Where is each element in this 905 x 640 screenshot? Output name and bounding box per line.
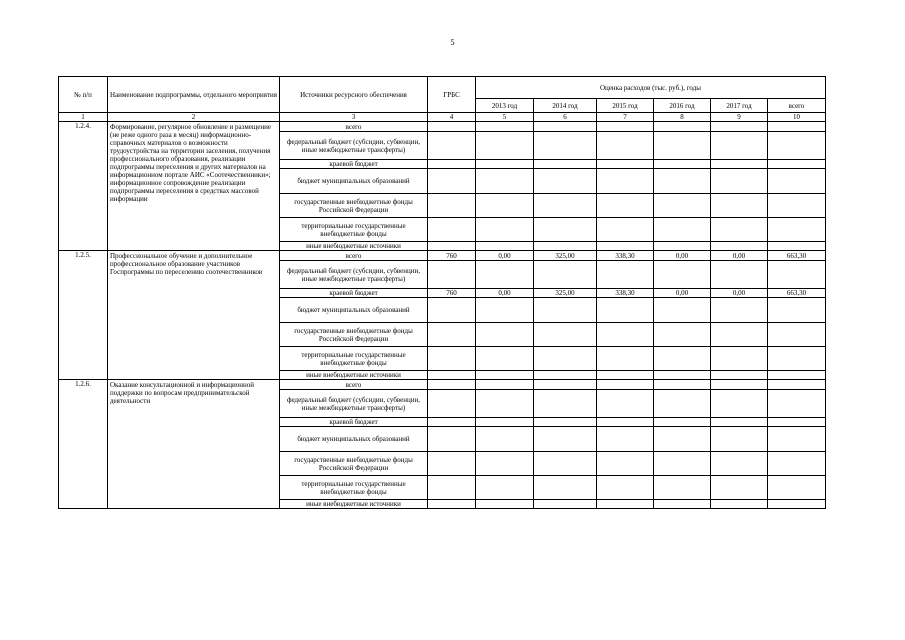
total-value: [768, 452, 826, 476]
table-row: [59, 380, 826, 390]
year-value: [597, 380, 654, 390]
year-value: 325,00: [534, 289, 597, 298]
header-row-1: [59, 77, 826, 99]
year-value: [534, 371, 597, 380]
year-value: [597, 194, 654, 218]
year-value: [597, 122, 654, 132]
grbs-code: [428, 476, 476, 500]
column-number: 9: [711, 113, 768, 122]
total-value: [768, 261, 826, 289]
grbs-code: [428, 323, 476, 347]
year-value: [654, 132, 711, 160]
funding-source: всего: [280, 122, 428, 132]
year-value: [654, 347, 711, 371]
year-value: [654, 160, 711, 169]
column-number-row: [59, 113, 826, 122]
column-number: 7: [597, 113, 654, 122]
year-value: [597, 476, 654, 500]
year-value: [476, 323, 534, 347]
header-total: всего: [768, 99, 826, 113]
table-row: [59, 122, 826, 132]
table-body: [59, 122, 826, 509]
year-value: [476, 427, 534, 452]
year-value: [597, 242, 654, 251]
year-value: [711, 194, 768, 218]
column-number: 8: [654, 113, 711, 122]
year-value: [711, 132, 768, 160]
year-value: [476, 122, 534, 132]
funding-source: государственные внебюджетные фонды Российской Федерации: [280, 323, 428, 347]
year-value: [534, 418, 597, 427]
grbs-code: [428, 500, 476, 509]
year-value: 338,30: [597, 289, 654, 298]
grbs-code: 760: [428, 289, 476, 298]
total-value: [768, 194, 826, 218]
funding-source: государственные внебюджетные фонды Российской Федерации: [280, 194, 428, 218]
year-value: [711, 390, 768, 418]
item-title: Оказание консультационной и информационной поддержки по вопросам предпринимательской деятельности: [108, 380, 280, 509]
total-value: [768, 122, 826, 132]
year-value: [597, 298, 654, 323]
grbs-code: [428, 122, 476, 132]
year-value: [476, 261, 534, 289]
year-value: 0,00: [654, 251, 711, 261]
funding-source: территориальные государственные внебюджетные фонды: [280, 476, 428, 500]
grbs-code: [428, 218, 476, 242]
funding-source: бюджет муниципальных образований: [280, 298, 428, 323]
year-value: [476, 218, 534, 242]
header-grbs: ГРБС: [428, 77, 476, 113]
grbs-code: 760: [428, 251, 476, 261]
year-value: [476, 132, 534, 160]
year-value: [597, 218, 654, 242]
total-value: [768, 380, 826, 390]
item-code: 1.2.6.: [59, 380, 108, 509]
total-value: [768, 169, 826, 194]
year-value: [476, 347, 534, 371]
year-value: [534, 194, 597, 218]
year-value: [711, 500, 768, 509]
total-value: [768, 323, 826, 347]
grbs-code: [428, 298, 476, 323]
year-value: [654, 298, 711, 323]
year-value: [597, 132, 654, 160]
year-value: [476, 169, 534, 194]
year-value: [534, 427, 597, 452]
year-value: [534, 500, 597, 509]
year-value: [711, 218, 768, 242]
year-value: [654, 194, 711, 218]
year-value: [534, 347, 597, 371]
column-number: 6: [534, 113, 597, 122]
header-year: 2017 год: [711, 99, 768, 113]
funding-source: территориальные государственные внебюджетные фонды: [280, 218, 428, 242]
table-row: [59, 251, 826, 261]
year-value: [711, 169, 768, 194]
year-value: [654, 452, 711, 476]
grbs-code: [428, 261, 476, 289]
year-value: [597, 390, 654, 418]
year-value: [711, 476, 768, 500]
funding-source: бюджет муниципальных образований: [280, 169, 428, 194]
grbs-code: [428, 427, 476, 452]
year-value: [711, 122, 768, 132]
item-code: 1.2.5.: [59, 251, 108, 380]
year-value: [597, 169, 654, 194]
year-value: [534, 160, 597, 169]
grbs-code: [428, 347, 476, 371]
year-value: 338,30: [597, 251, 654, 261]
year-value: [476, 298, 534, 323]
header-year: 2013 год: [476, 99, 534, 113]
column-number: 1: [59, 113, 108, 122]
year-value: [654, 261, 711, 289]
year-value: [476, 242, 534, 251]
column-number: 10: [768, 113, 826, 122]
year-value: 0,00: [711, 289, 768, 298]
year-value: [711, 427, 768, 452]
year-value: [711, 418, 768, 427]
total-value: [768, 500, 826, 509]
year-value: [654, 323, 711, 347]
header-year: 2015 год: [597, 99, 654, 113]
year-value: [476, 418, 534, 427]
year-value: [534, 476, 597, 500]
total-value: [768, 476, 826, 500]
year-value: [654, 122, 711, 132]
header-year: 2014 год: [534, 99, 597, 113]
column-number: 2: [108, 113, 280, 122]
header-estimate: Оценка расходов (тыс. руб.), годы: [476, 77, 826, 99]
column-number: 5: [476, 113, 534, 122]
funding-source: иные внебюджетные источники: [280, 242, 428, 251]
year-value: [597, 427, 654, 452]
total-value: 663,30: [768, 289, 826, 298]
year-value: [654, 390, 711, 418]
funding-source: краевой бюджет: [280, 160, 428, 169]
funding-source: краевой бюджет: [280, 289, 428, 298]
year-value: [534, 132, 597, 160]
year-value: [597, 160, 654, 169]
total-value: [768, 242, 826, 251]
grbs-code: [428, 242, 476, 251]
header-num: № п/п: [59, 77, 108, 113]
column-number: 3: [280, 113, 428, 122]
year-value: [711, 371, 768, 380]
year-value: [476, 452, 534, 476]
item-code: 1.2.4.: [59, 122, 108, 251]
year-value: [711, 347, 768, 371]
funding-source: всего: [280, 380, 428, 390]
year-value: [654, 380, 711, 390]
year-value: [654, 218, 711, 242]
year-value: [711, 298, 768, 323]
page-number: 5: [450, 38, 455, 47]
year-value: [534, 261, 597, 289]
year-value: [534, 218, 597, 242]
total-value: [768, 160, 826, 169]
year-value: [711, 452, 768, 476]
total-value: [768, 218, 826, 242]
year-value: 325,00: [534, 251, 597, 261]
year-value: [534, 323, 597, 347]
funding-source: федеральный бюджет (субсидии, субвенции, иные межбюджетные трансферты): [280, 390, 428, 418]
year-value: 0,00: [476, 251, 534, 261]
year-value: [654, 169, 711, 194]
year-value: [476, 390, 534, 418]
header-name: Наименование подпрограммы, отдельного мероприятия: [108, 77, 280, 113]
grbs-code: [428, 390, 476, 418]
funding-source: краевой бюджет: [280, 418, 428, 427]
column-number: 4: [428, 113, 476, 122]
year-value: [476, 194, 534, 218]
grbs-code: [428, 169, 476, 194]
year-value: [534, 169, 597, 194]
year-value: [534, 452, 597, 476]
grbs-code: [428, 371, 476, 380]
grbs-code: [428, 380, 476, 390]
year-value: 0,00: [654, 289, 711, 298]
year-value: [534, 298, 597, 323]
funding-source: федеральный бюджет (субсидии, субвенции, иные межбюджетные трансферты): [280, 261, 428, 289]
year-value: [476, 380, 534, 390]
funding-source: территориальные государственные внебюджетные фонды: [280, 347, 428, 371]
year-value: [654, 476, 711, 500]
year-value: [654, 427, 711, 452]
funding-source: всего: [280, 251, 428, 261]
funding-source: федеральный бюджет (субсидии, субвенции, иные межбюджетные трансферты): [280, 132, 428, 160]
year-value: [711, 160, 768, 169]
year-value: [597, 261, 654, 289]
year-value: [534, 380, 597, 390]
header-source: Источники ресурсного обеспечения: [280, 77, 428, 113]
year-value: [476, 500, 534, 509]
year-value: [597, 418, 654, 427]
year-value: [654, 418, 711, 427]
year-value: 0,00: [476, 289, 534, 298]
total-value: [768, 427, 826, 452]
total-value: [768, 390, 826, 418]
header-year: 2016 год: [654, 99, 711, 113]
year-value: [534, 122, 597, 132]
year-value: [711, 380, 768, 390]
grbs-code: [428, 452, 476, 476]
year-value: [711, 261, 768, 289]
year-value: [654, 242, 711, 251]
year-value: [597, 323, 654, 347]
funding-source: иные внебюджетные источники: [280, 500, 428, 509]
year-value: [597, 371, 654, 380]
item-title: Профессиональное обучение и дополнительное профессиональное образование участников Госпрограммы по переселению соотечественников: [108, 251, 280, 380]
year-value: [711, 323, 768, 347]
funding-source: бюджет муниципальных образований: [280, 427, 428, 452]
year-value: [597, 452, 654, 476]
total-value: 663,30: [768, 251, 826, 261]
funding-source: иные внебюджетные источники: [280, 371, 428, 380]
year-value: [597, 347, 654, 371]
year-value: [476, 160, 534, 169]
year-value: [476, 371, 534, 380]
funding-source: государственные внебюджетные фонды Российской Федерации: [280, 452, 428, 476]
year-value: [711, 242, 768, 251]
item-title: Формирование, регулярное обновление и размещение (не реже одного раза в месяц) информационно-справочных материалов о возможности трудоустройства на территории заселения, получения профессионального образования, реализации подпрограммы переселения и других материалов на информационном портале АИС «Соотечественники»; информационное сопровождение реализации подпрограммы переселения в средствах массовой информации: [108, 122, 280, 251]
grbs-code: [428, 418, 476, 427]
year-value: 0,00: [711, 251, 768, 261]
grbs-code: [428, 160, 476, 169]
total-value: [768, 298, 826, 323]
grbs-code: [428, 194, 476, 218]
total-value: [768, 418, 826, 427]
year-value: [654, 500, 711, 509]
grbs-code: [428, 132, 476, 160]
total-value: [768, 347, 826, 371]
budget-table: [58, 76, 826, 509]
total-value: [768, 132, 826, 160]
year-value: [597, 500, 654, 509]
year-value: [476, 476, 534, 500]
year-value: [534, 242, 597, 251]
total-value: [768, 371, 826, 380]
year-value: [534, 390, 597, 418]
year-value: [654, 371, 711, 380]
